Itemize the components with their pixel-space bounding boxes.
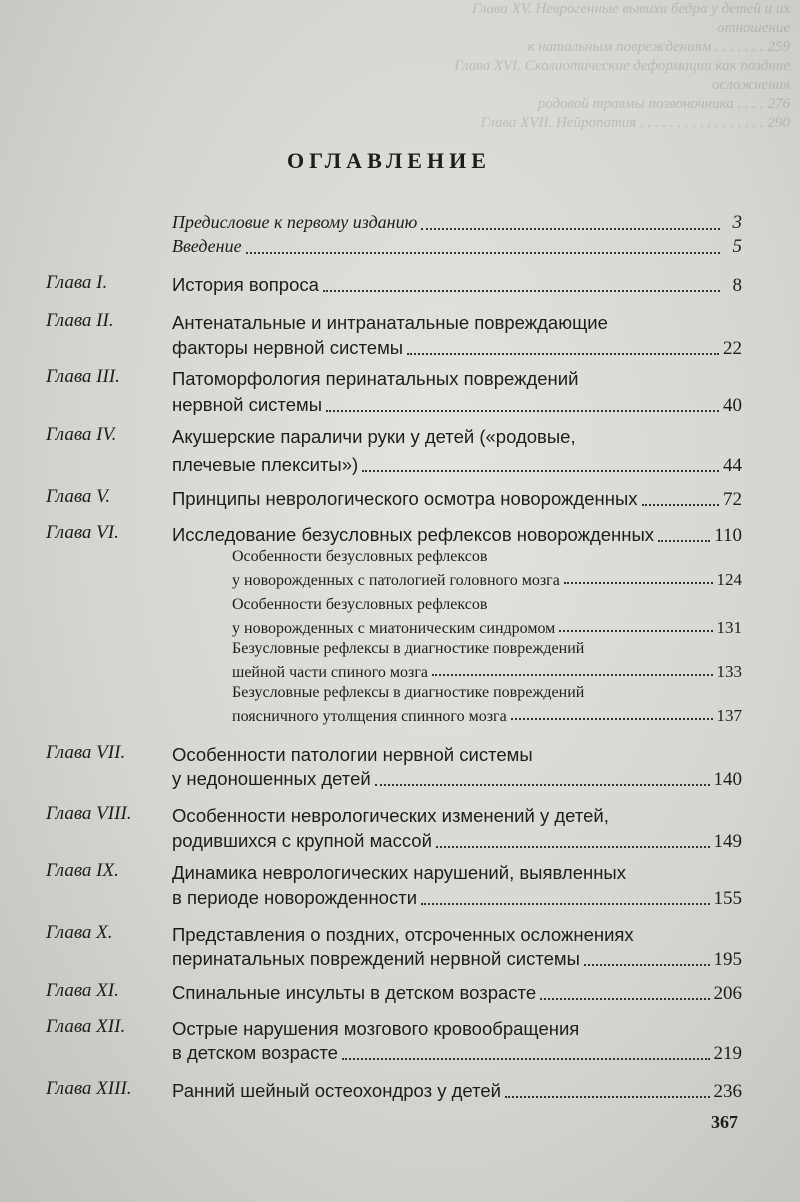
toc-entry-line	[172, 862, 742, 886]
toc-entry-line	[172, 768, 742, 792]
chapter-label: Глава XIII.	[46, 1078, 132, 1099]
dot-leader	[436, 846, 710, 848]
toc-entry-title: поясничного утолщения спинного мозга	[232, 708, 507, 725]
toc-entry-line	[172, 236, 742, 260]
dot-leader	[584, 964, 710, 966]
toc-entry-title: Введение	[172, 236, 242, 256]
dot-leader	[559, 630, 712, 632]
toc-entry-title: Особенности безусловных рефлексов	[232, 596, 488, 613]
dot-leader	[421, 228, 720, 230]
ghost-line: Глава XVI. Сколиотические деформации как поздние осложнения	[454, 58, 790, 93]
toc-entry-title: факторы нервной системы	[172, 337, 404, 358]
ghost-line: к натальным повреждениям . . . . . . . 259	[527, 39, 790, 55]
toc-entry-title: плечевые плекситы»)	[172, 454, 359, 475]
toc-subentry-line	[232, 618, 742, 638]
toc-page-number: 124	[716, 570, 742, 589]
dot-leader	[323, 290, 720, 292]
toc-entry-title: Акушерские параличи руки у детей («родовые,	[172, 426, 576, 447]
toc-subentry-line	[232, 548, 742, 568]
toc-entry-line	[172, 948, 742, 972]
toc-entry-line	[172, 1080, 742, 1104]
toc-entry-title: в детском возрасте	[172, 1042, 338, 1063]
toc-subentry-line	[232, 570, 742, 590]
toc-entry-title: Особенности патологии нервной системы	[172, 744, 533, 765]
toc-page-number: 131	[716, 618, 742, 637]
dot-leader	[375, 784, 710, 786]
dot-leader	[326, 410, 719, 412]
toc-page-number: 5	[732, 236, 742, 257]
toc-page-number: 195	[713, 949, 742, 970]
toc-entry-title: Патоморфология перинатальных повреждений	[172, 368, 579, 389]
ghost-line: Глава XV. Неврогенные вывихи бедра у детей и их отношение	[471, 1, 790, 36]
dot-leader	[658, 540, 710, 542]
toc-entry-line	[172, 454, 742, 478]
toc-page-number: 133	[716, 662, 742, 681]
toc-entry-title: родившихся с крупной массой	[172, 830, 432, 851]
toc-entry-title: Динамика неврологических нарушений, выявленных	[172, 862, 626, 883]
toc-entry-title: Исследование безусловных рефлексов новорожденных	[172, 524, 655, 545]
toc-entry-title: Антенатальные и интранатальные повреждающие	[172, 312, 608, 333]
toc-entry-title: Безусловные рефлексы в диагностике повреждений	[232, 640, 585, 657]
chapter-label: Глава XII.	[46, 1016, 126, 1037]
toc-entry-title: Особенности безусловных рефлексов	[232, 548, 488, 565]
dot-leader	[246, 252, 720, 254]
toc-page-number: 206	[713, 983, 742, 1004]
toc-entry-title: нервной системы	[172, 394, 323, 415]
toc-page-number: 236	[713, 1081, 742, 1102]
dot-leader	[540, 998, 709, 1000]
toc-entry-title: Представления о поздних, отсроченных осложнениях	[172, 924, 634, 945]
chapter-label: Глава X.	[46, 922, 113, 943]
ghost-line: родовой травмы позвоночника . . . . 276	[537, 96, 790, 112]
chapter-label: Глава II.	[46, 310, 114, 331]
dot-leader	[642, 504, 720, 506]
dot-leader	[432, 674, 713, 676]
chapter-label: Глава I.	[46, 272, 108, 293]
toc-page-number: 44	[723, 455, 742, 476]
page-number: 367	[711, 1112, 738, 1132]
toc-entry-line	[172, 368, 742, 392]
toc-entry-line	[172, 830, 742, 854]
toc-entry-line	[172, 805, 742, 829]
dot-leader	[407, 353, 719, 355]
ghost-line: Глава XVII. Нейропатия . . . . . . . . . . . . . . . . . 290	[480, 115, 790, 131]
toc-entry-title: у новорожденных с миатоническим синдромом	[232, 620, 556, 637]
toc-page-number: 40	[723, 395, 742, 416]
dot-leader	[505, 1096, 710, 1098]
toc-page-number: 72	[723, 489, 742, 510]
toc-subentry-line	[232, 684, 742, 704]
toc-subentry-line	[232, 596, 742, 616]
toc-entry-title: Принципы неврологического осмотра новорожденных	[172, 488, 638, 509]
toc-entry-line	[172, 212, 742, 236]
toc-page-number: 110	[714, 525, 742, 546]
toc-entry-title: перинатальных повреждений нервной системы	[172, 948, 580, 969]
toc-page-number: 155	[713, 888, 742, 909]
toc-entry-line	[172, 337, 742, 361]
toc-entry-title: в периоде новорожденности	[172, 887, 418, 908]
toc-entry-title: Предисловие к первому изданию	[172, 212, 418, 232]
toc-entry-title: Острые нарушения мозгового кровообращения	[172, 1018, 580, 1039]
dot-leader	[362, 470, 719, 472]
chapter-label: Глава V.	[46, 486, 111, 507]
toc-entry-line	[172, 312, 742, 336]
dot-leader	[421, 903, 709, 905]
chapter-label: Глава VII.	[46, 742, 126, 763]
chapter-label: Глава IV.	[46, 424, 117, 445]
toc-page-number: 22	[723, 338, 742, 359]
toc-page-number: 219	[713, 1043, 742, 1064]
toc-entry-title: у новорожденных с патологией головного мозга	[232, 572, 560, 589]
toc-entry-line	[172, 982, 742, 1006]
toc-entry-line	[172, 524, 742, 548]
toc-page-number: 137	[716, 706, 742, 725]
bleed-through-text	[410, 0, 790, 133]
toc-entry-title: Спинальные инсульты в детском возрасте	[172, 982, 537, 1003]
toc-entry-title: Безусловные рефлексы в диагностике повреждений	[232, 684, 585, 701]
dot-leader	[564, 582, 713, 584]
chapter-label: Глава XI.	[46, 980, 119, 1001]
chapter-label: Глава III.	[46, 366, 120, 387]
toc-page-number: 140	[713, 769, 742, 790]
toc-entry-title: Особенности неврологических изменений у детей,	[172, 805, 609, 826]
page-title: ОГЛАВЛЕНИЕ	[287, 148, 491, 173]
chapter-label: Глава VIII.	[46, 803, 132, 824]
toc-entry-line	[172, 274, 742, 298]
toc-entry-line	[172, 394, 742, 418]
dot-leader	[511, 718, 713, 720]
chapter-label: Глава IX.	[46, 860, 119, 881]
toc-entry-title: Ранний шейный остеохондроз у детей	[172, 1080, 501, 1101]
dot-leader	[342, 1058, 710, 1060]
toc-entry-title: шейной части спиного мозга	[232, 664, 428, 681]
chapter-label: Глава VI.	[46, 522, 119, 543]
toc-page-number: 3	[732, 212, 742, 233]
toc-entry-line	[172, 887, 742, 911]
toc-subentry-line	[232, 662, 742, 682]
toc-entry-title: у недоношенных детей	[172, 768, 371, 789]
toc-subentry-line	[232, 706, 742, 726]
toc-entry-line	[172, 744, 742, 768]
toc-entry-line	[172, 924, 742, 948]
toc-entry-title: История вопроса	[172, 274, 319, 295]
toc-entry-line	[172, 1042, 742, 1066]
toc-subentry-line	[232, 640, 742, 660]
toc-entry-line	[172, 488, 742, 512]
toc-page-number: 149	[713, 831, 742, 852]
toc-entry-line	[172, 426, 742, 450]
toc-page-number: 8	[732, 275, 742, 296]
toc-entry-line	[172, 1018, 742, 1042]
